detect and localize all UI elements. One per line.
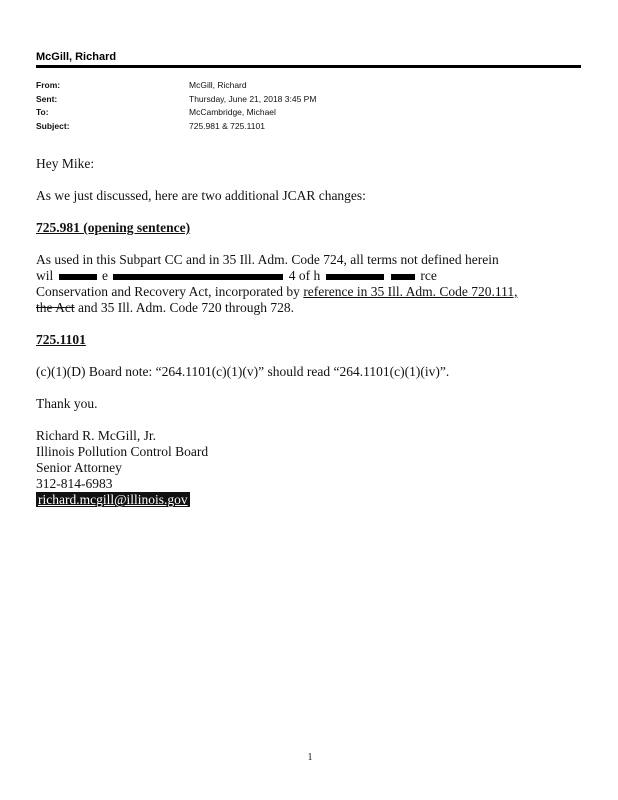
sender-name-title: McGill, Richard — [36, 51, 117, 63]
header-row-to — [36, 107, 581, 121]
email-header-fields — [36, 80, 581, 134]
section-725-1101-text: (c)(1)(D) Board note: “264.1101(c)(1)(v)” should read “264.1101(c)(1)(iv)”. — [36, 364, 450, 379]
paragraph-line-4 — [36, 300, 596, 316]
closing: Thank you. — [36, 396, 98, 411]
redaction-bar — [113, 274, 283, 280]
intro-paragraph: As we just discussed, here are two additional JCAR changes: — [36, 188, 366, 203]
sent-value: Thursday, June 21, 2018 3:45 PM — [189, 93, 317, 104]
to-value: McCambridge, Michael — [189, 107, 276, 117]
header-row-subject — [36, 121, 581, 135]
signature-organization: Illinois Pollution Control Board — [36, 444, 209, 459]
greeting: Hey Mike: — [36, 156, 95, 171]
redaction-bar — [326, 274, 384, 280]
section-heading-725-1101: 725.1101 — [36, 332, 86, 347]
subject-label: Subject: — [36, 120, 70, 131]
header-divider — [36, 65, 581, 68]
struck-text-the-act: the Act — [36, 300, 75, 315]
fragment-and-code: and 35 Ill. Adm. Code 720 through 728. — [74, 300, 294, 315]
signature-phone: 312-814-6983 — [36, 476, 113, 491]
section-725-981-paragraph — [36, 252, 596, 316]
section-heading-725-981: 725.981 (opening sentence) — [36, 220, 191, 235]
inserted-reference-text: reference in 35 Ill. Adm. Code 720.111, — [303, 284, 518, 299]
to-label: To: — [36, 107, 49, 117]
signature-title: Senior Attorney — [36, 460, 122, 475]
page-number: 1 — [307, 752, 313, 763]
paragraph-line-2-redacted — [36, 268, 596, 284]
fragment-e: e — [102, 268, 109, 283]
signature-email-row — [36, 492, 596, 508]
sent-label: Sent: — [36, 93, 58, 104]
fragment-conservation: Conservation and Recovery Act, incorporated by — [36, 284, 300, 299]
signature-name: Richard R. McGill, Jr. — [36, 428, 156, 443]
header-row-from — [36, 80, 581, 94]
signature-email-link[interactable]: richard.mcgill@illinois.gov — [38, 492, 188, 507]
fragment-4-of: 4 of — [288, 268, 311, 283]
signature-block — [36, 428, 596, 508]
redaction-bar — [391, 274, 415, 280]
from-label: From: — [36, 80, 61, 90]
email-body — [36, 156, 596, 508]
redaction-bar — [59, 274, 97, 280]
paragraph-line-3 — [36, 284, 596, 300]
fragment-rce: rce — [420, 268, 437, 283]
header-row-sent — [36, 94, 581, 108]
from-value: McGill, Richard — [189, 80, 247, 90]
subject-value: 725.981 & 725.1101 — [189, 120, 265, 131]
fragment-wil: wil — [36, 268, 54, 283]
paragraph-line-1: As used in this Subpart CC and in 35 Ill. Adm. Code 724, all terms not defined herein — [36, 252, 499, 267]
fragment-h: h — [313, 268, 321, 283]
